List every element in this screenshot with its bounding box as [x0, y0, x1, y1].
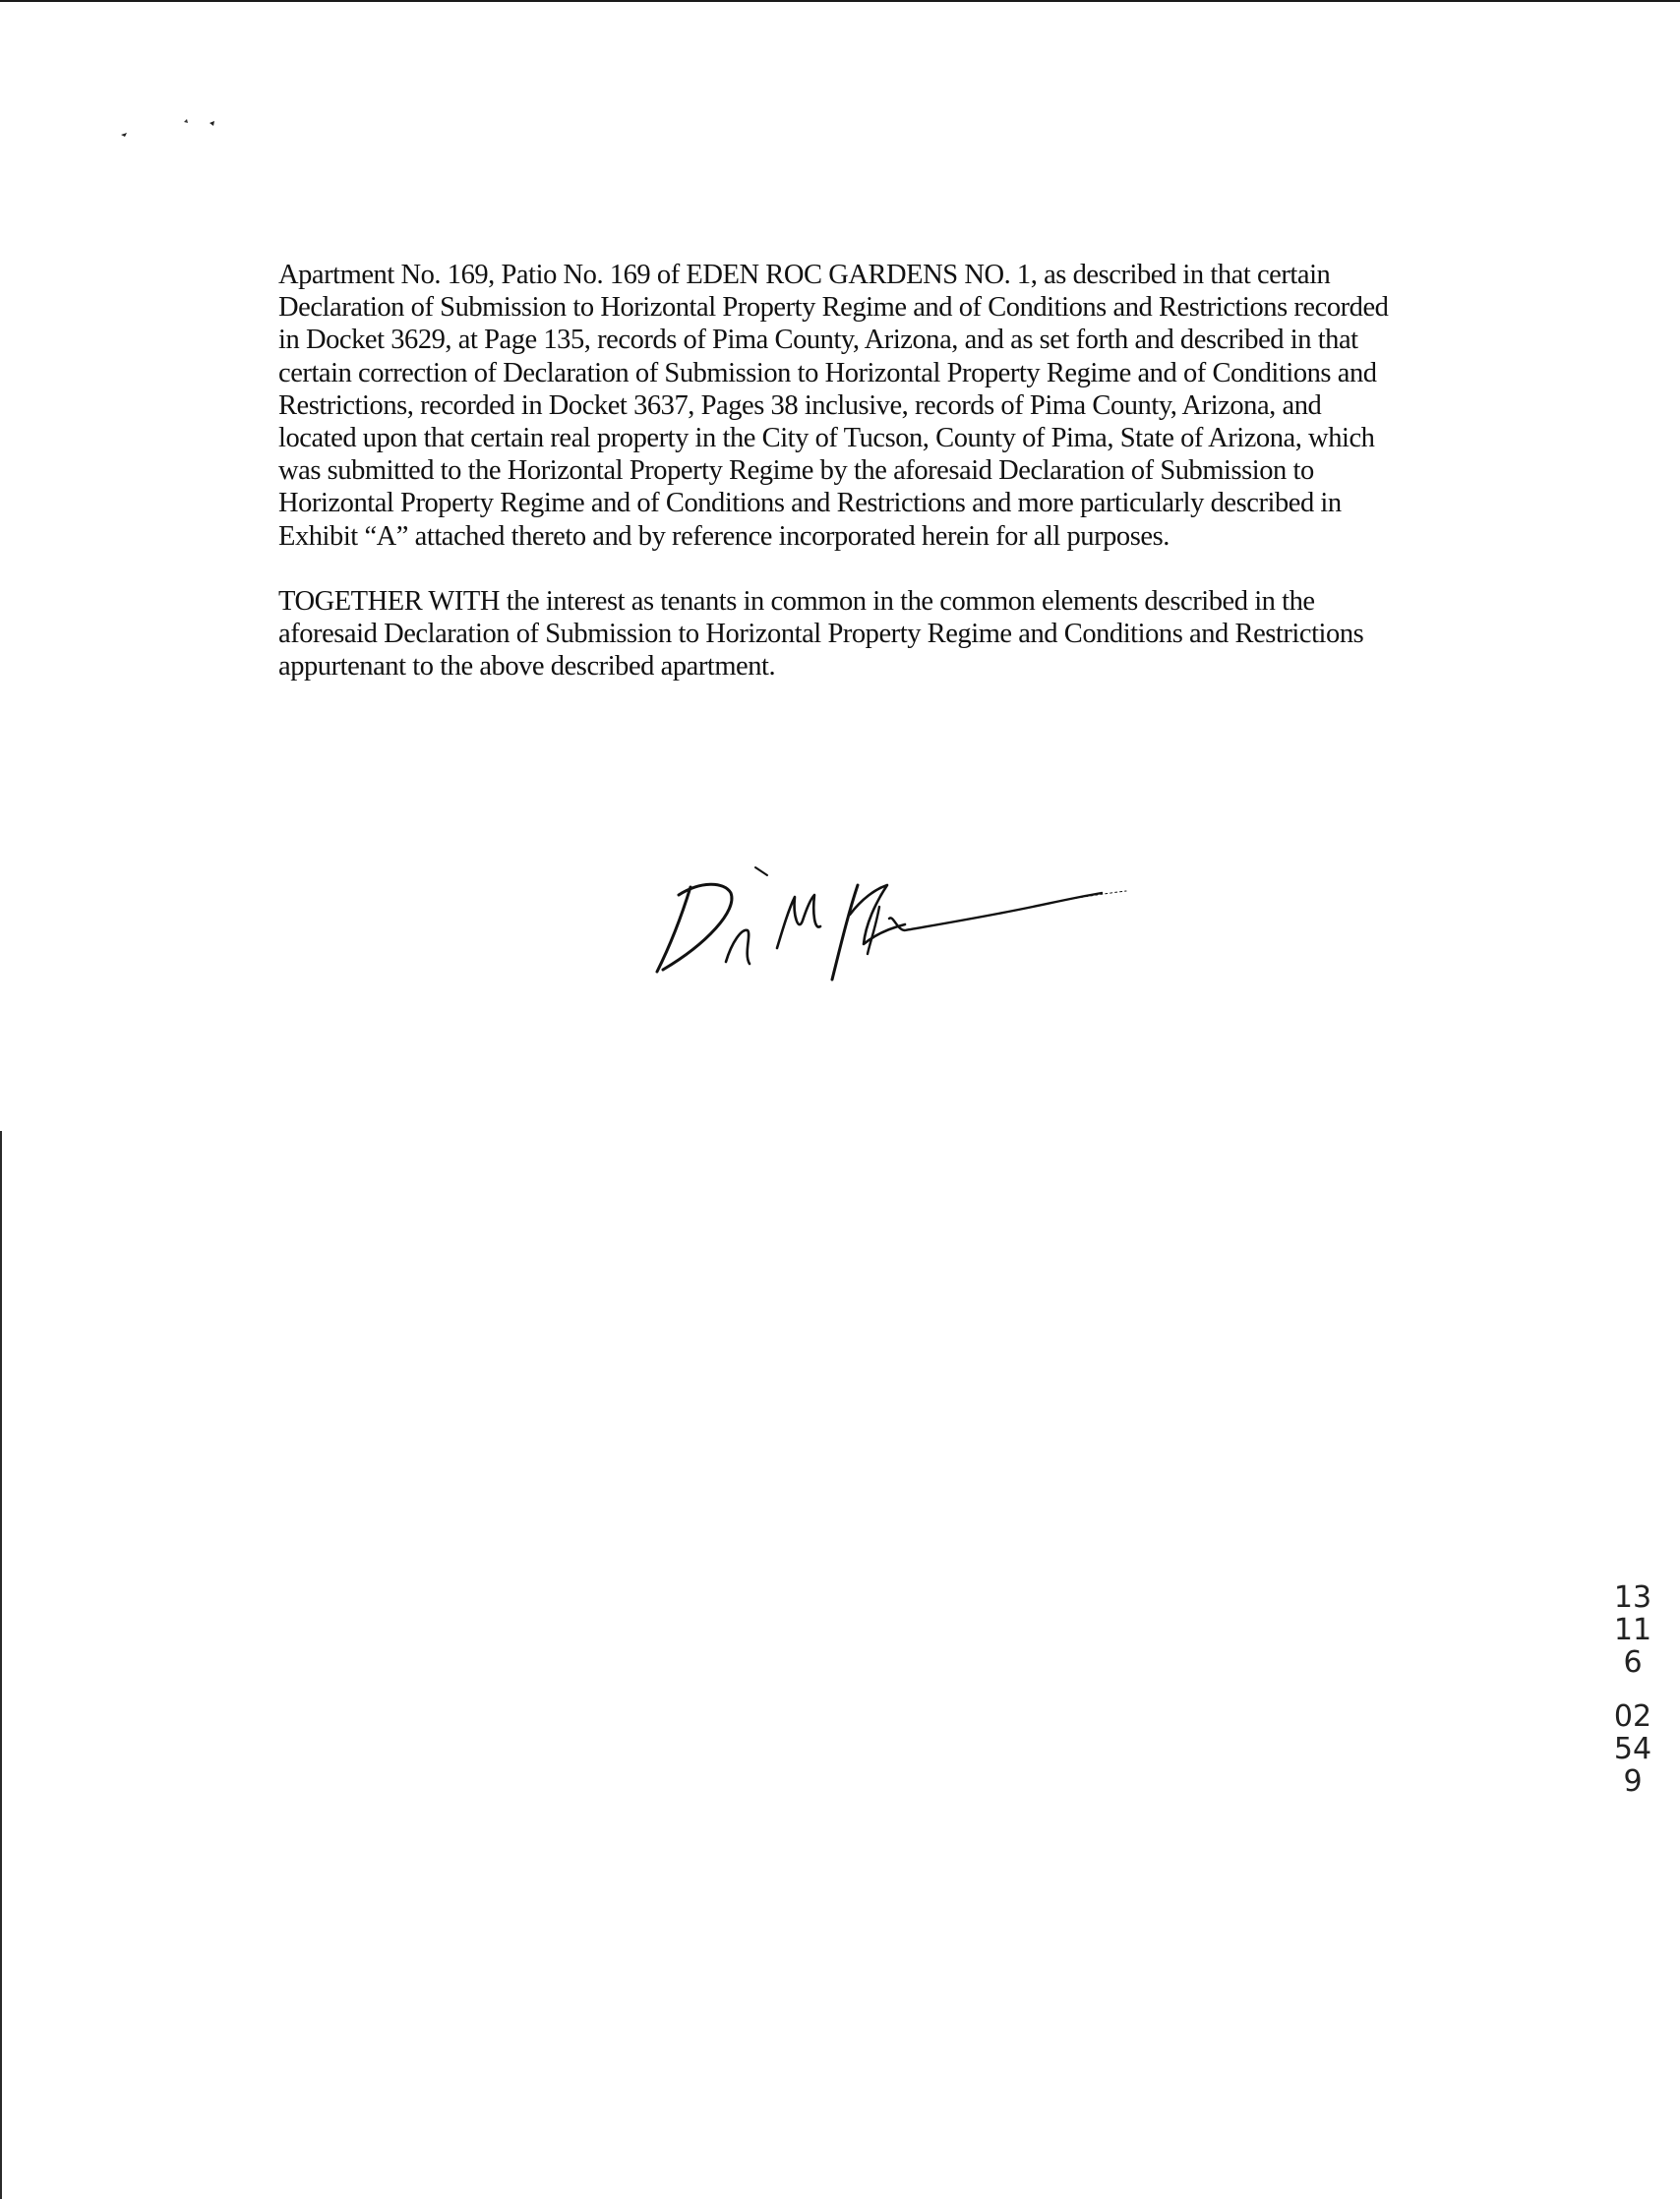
scan-left-edge: [0, 1131, 2, 2199]
signature: [639, 846, 1131, 983]
page-number: 02549: [1613, 1699, 1652, 1799]
scan-specks: [113, 113, 231, 143]
docket-number: 13116: [1613, 1580, 1652, 1680]
scan-top-edge: [0, 0, 1680, 2]
legal-description: [278, 259, 1395, 683]
together-with-paragraph: TOGETHER WITH the interest as tenants in common in the common elements described in the aforesaid Declaration of Submission to Horizontal Property Regime and Conditions and Restrictions appurtenant to the above described apartment.: [278, 585, 1364, 683]
legal-description-paragraph: Apartment No. 169, Patio No. 169 of EDEN ROC GARDENS NO. 1, as described in that certain Declaration of Submission to Horizontal Property Regime and of Conditions and Restrictions recorded in Docket 3629, at Page 135, records of Pima County, Arizona, and as set forth and described in that certain correction of Declaration of Submission to Horizontal Property Regime and of Conditions and Restrictions, recorded in Docket 3637, Pages 38 inclusive, records of Pima County, Arizona, and located upon that certain real property in the City of Tucson, County of Pima, State of Arizona, which was submitted to the Horizontal Property Regime by the aforesaid Declaration of Submission to Horizontal Property Regime and of Conditions and Restrictions and more particularly described in Exhibit “A” attached thereto and by reference incorporated herein for all purposes.: [278, 260, 1389, 552]
stamp-spacer: [1611, 1679, 1654, 1700]
recording-stamp: [1611, 1581, 1654, 1906]
